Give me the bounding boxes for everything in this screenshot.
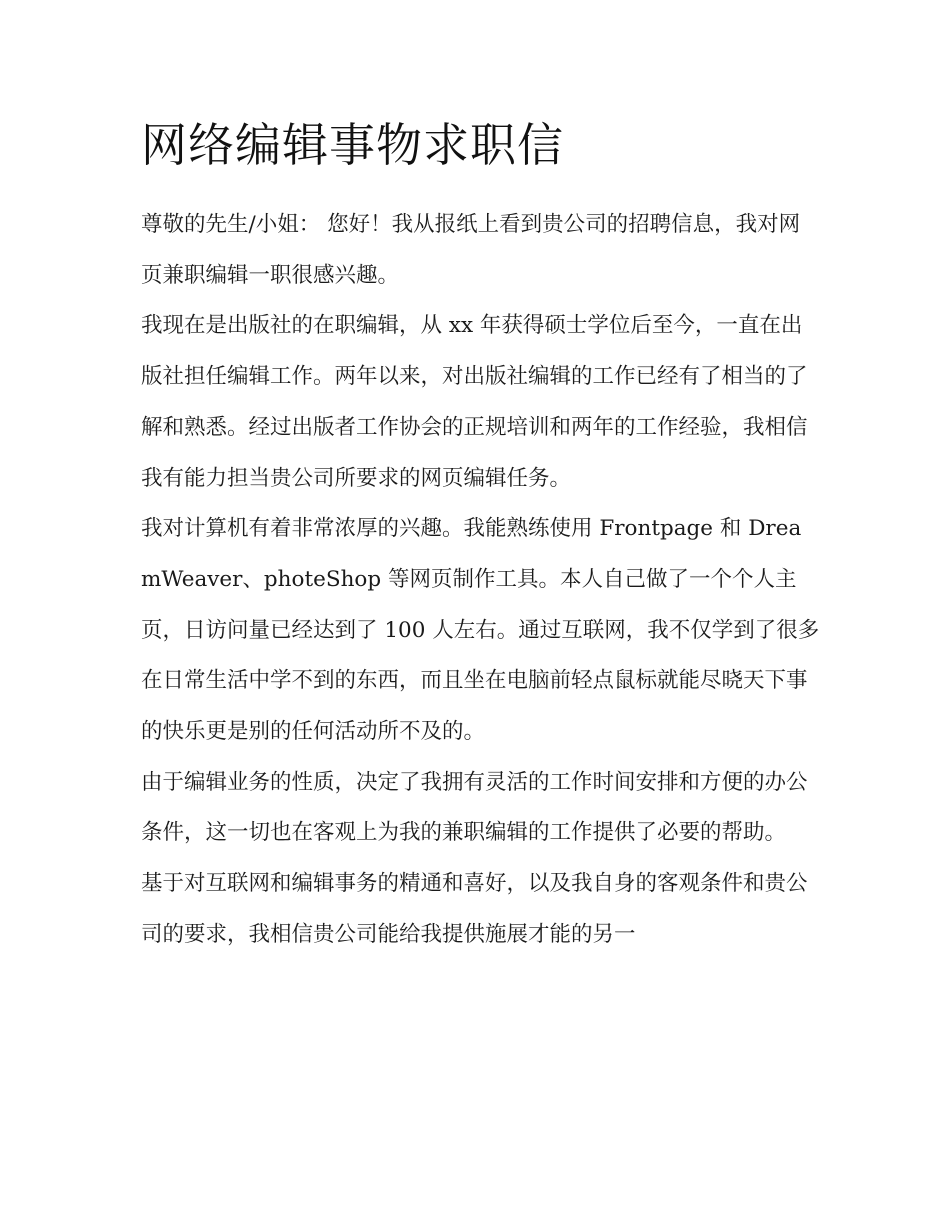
document-title: 网络编辑事物求职信 [141,118,564,172]
paragraph-conditions: 由于编辑业务的性质，决定了我拥有灵活的工作时间安排和方便的办公条件，这一切也在客观上为我的兼职编辑的工作提供了必要的帮助。 [141,769,808,846]
paragraph-greeting: 尊敬的先生/小姐： 您好！我从报纸上看到贵公司的招聘信息，我对网页兼职编辑一职很感兴趣。 [141,212,801,288]
paragraph-conclusion: 基于对互联网和编辑事务的精通和喜好，以及我自身的客观条件和贵公司的要求，我相信贵公司能给我提供施展才能的另一 [141,871,808,947]
paragraph-experience: 我现在是出版社的在职编辑，从 xx 年获得硕士学位后至今，一直在出版社担任编辑工作。两年以来，对出版社编辑的工作已经有了相当的了解和熟悉。经过出版者工作协会的正规培训和两年的工作经验，我相信我有能力担当贵公司所要求的网页编辑任务。 [141,313,808,491]
document-body [141,110,821,961]
paragraph-skills: 我对计算机有着非常浓厚的兴趣。我能熟练使用 Frontpage 和 DreamWeaver、photeShop 等网页制作工具。本人自己做了一个个人主页，日访问量已经达到了 100 人左右。通过互联网，我不仅学到了很多在日常生活中学不到的东西，而且坐在电脑前轻点鼠标就能尽晓天下事的快乐更是别的任何活动所不及的。 [141,516,820,745]
